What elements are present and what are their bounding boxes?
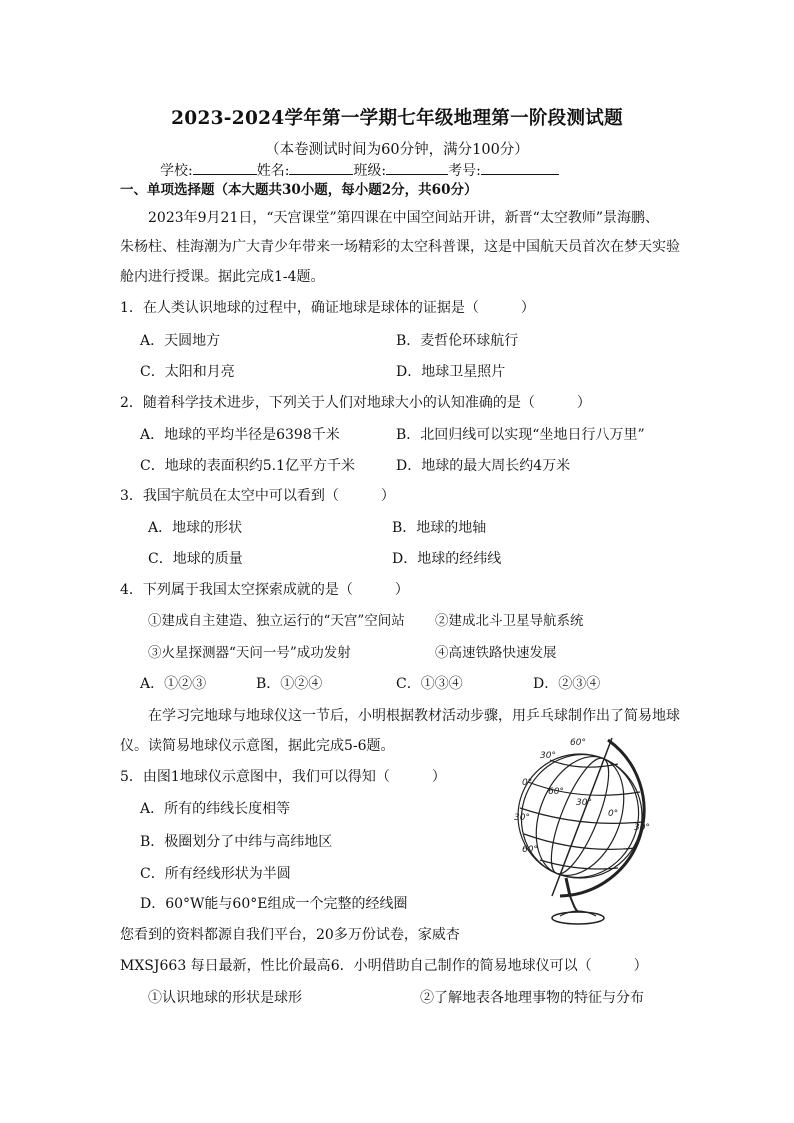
- number-blank[interactable]: [481, 160, 559, 175]
- exam-subtitle: （本卷测试时间为60分钟，满分100分）: [265, 142, 529, 158]
- q3-option-a[interactable]: A．地球的形状: [148, 520, 243, 536]
- q3-option-c[interactable]: C．地球的质量: [148, 551, 243, 567]
- lon-label: 60°: [548, 787, 564, 797]
- exam-title: 2023-2024学年第一学期七年级地理第一阶段测试题: [171, 108, 623, 129]
- q4-option-d[interactable]: D．②③④: [533, 676, 601, 692]
- q1-option-b[interactable]: B．麦哲伦环球航行: [396, 333, 519, 349]
- q5-option-b[interactable]: B．极圈划分了中纬与高纬地区: [140, 834, 333, 850]
- section-heading: 一、单项选择题（本大题共30小题，每小题2分，共60分）: [120, 182, 478, 198]
- q4-statement-3: ③火星探测器“天问一号”成功发射: [148, 645, 351, 661]
- parallel-line: [524, 834, 636, 849]
- q5-option-a[interactable]: A．所有的纬线长度相等: [140, 801, 291, 817]
- school-label: 学校:: [160, 163, 193, 179]
- q1-option-c[interactable]: C．太阳和月亮: [140, 364, 235, 380]
- lat-label: 30°: [514, 813, 530, 823]
- q5-option-c[interactable]: C．所有经线形状为半圆: [140, 866, 291, 882]
- q4-statement-1: ①建成自主建造、独立运行的“天宫”空间站: [148, 613, 405, 629]
- globe-figure: [500, 736, 665, 926]
- q1-option-d[interactable]: D．地球卫星照片: [396, 364, 506, 380]
- passage1-line2: 朱杨柱、桂海潮为广大青少年带来一场精彩的太空科普课，这是中国航天员首次在梦天实验: [120, 239, 680, 255]
- passage1-line1: 2023年9月21日，“天宫课堂”第四课在中国空间站开讲，新晋“太空教师”景海鹏、: [148, 210, 659, 226]
- globe-base: [552, 912, 604, 924]
- school-blank[interactable]: [193, 160, 257, 175]
- name-label: 姓名:: [256, 163, 290, 179]
- question-5-stem: 5．由图1地球仪示意图中，我们可以得知（ ）: [120, 769, 446, 785]
- name-blank[interactable]: [289, 160, 353, 175]
- q6-statement-1: ①认识地球的形状是球形: [148, 990, 302, 1006]
- question-6-stem: 6．小明借助自己制作的简易地球仪可以（ ）: [330, 958, 648, 974]
- q6-row: [120, 956, 648, 976]
- q4-statement-4: ④高速铁路快速发展: [435, 645, 557, 661]
- q1-option-a[interactable]: A．天圆地方: [140, 333, 221, 349]
- q3-option-b[interactable]: B．地球的地轴: [392, 520, 487, 536]
- ad-line-2: MXSJ663 每日最新，性比价最高: [120, 958, 331, 974]
- lat-label: 0°: [522, 778, 533, 788]
- lat-label: 60°: [522, 845, 538, 855]
- passage2-line1: 在学习完地球与地球仪这一节后，小明根据教材活动步骤，用乒乓球制作出了简易地球: [148, 708, 680, 724]
- q4-statement-2: ②建成北斗卫星导航系统: [435, 613, 584, 629]
- question-2-stem: 2．随着科学技术进步，下列关于人们对地球大小的认知准确的是（ ）: [120, 395, 591, 411]
- lon-label: 30°: [576, 798, 592, 808]
- passage2-line2: 仪。读简易地球仪示意图，据此完成5-6题。: [120, 738, 395, 754]
- question-4-stem: 4．下列属于我国太空探索成就的是（ ）: [120, 582, 409, 598]
- ad-line: 您看到的资料都源自我们平台，20多万份试卷，家威杏: [120, 927, 460, 943]
- lon-label: 0°: [608, 809, 619, 819]
- question-3-stem: 3．我国宇航员在太空中可以看到（ ）: [120, 488, 395, 504]
- q2-option-b[interactable]: B．北回归线可以实现“坐地日行八万里”: [396, 427, 645, 443]
- class-blank[interactable]: [386, 160, 448, 175]
- q2-option-d[interactable]: D．地球的最大周长约4万米: [396, 458, 571, 474]
- q4-option-c[interactable]: C．①③④: [396, 676, 463, 692]
- lat-label: 60°: [570, 738, 586, 748]
- q6-statement-2: ②了解地表各地理事物的特征与分布: [420, 990, 644, 1006]
- number-label: 考号:: [448, 163, 481, 179]
- q5-option-d[interactable]: D．60°W能与60°E组成一个完整的经线圈: [140, 896, 408, 912]
- student-info-row: [160, 160, 559, 181]
- q4-option-a[interactable]: A．①②③: [140, 676, 207, 692]
- q2-option-c[interactable]: C．地球的表面积约5.1亿平方千米: [140, 458, 355, 474]
- passage1-line3: 舱内进行授课。据此完成1-4题。: [120, 269, 325, 285]
- q2-option-a[interactable]: A．地球的平均半径是6398千米: [140, 427, 340, 443]
- q4-option-b[interactable]: B．①②④: [256, 676, 323, 692]
- globe-neck: [566, 878, 570, 896]
- globe-post: [570, 896, 578, 912]
- lat-label: 30°: [540, 751, 556, 761]
- q3-option-d[interactable]: D．地球的经纬线: [392, 551, 502, 567]
- lon-label: 30°: [634, 823, 650, 833]
- class-label: 班级:: [353, 163, 387, 179]
- question-1-stem: 1．在人类认识地球的过程中，确证地球是球体的证据是（ ）: [120, 300, 535, 316]
